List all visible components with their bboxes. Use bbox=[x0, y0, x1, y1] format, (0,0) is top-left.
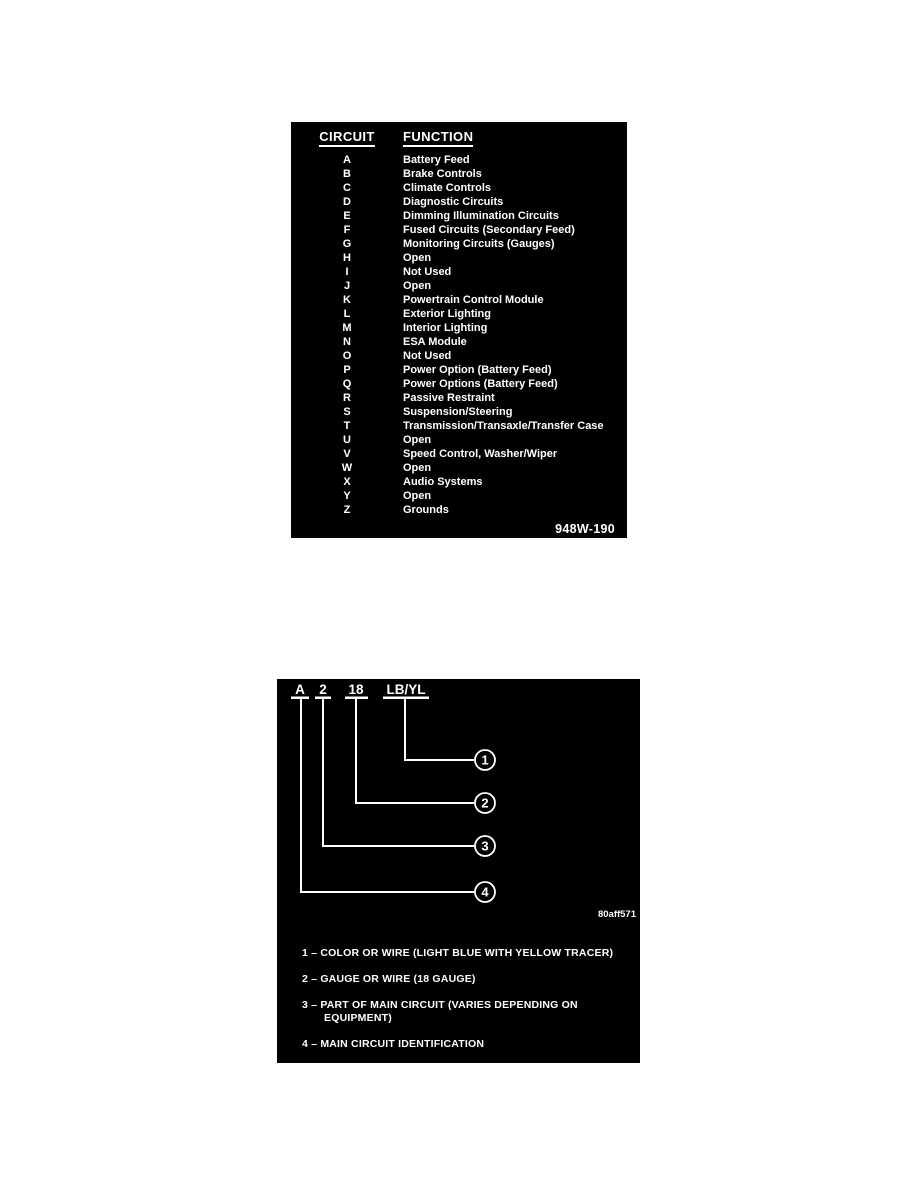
table-row bbox=[291, 265, 627, 279]
circuit-letter: M bbox=[342, 322, 352, 334]
table-row bbox=[291, 433, 627, 447]
underline-color bbox=[383, 697, 429, 700]
table-row bbox=[291, 391, 627, 405]
legend-item-3: 3 – PART OF MAIN CIRCUIT (VARIES DEPENDING ON EQUIPMENT) bbox=[302, 999, 578, 1024]
callout-number-2: 2 bbox=[481, 795, 489, 811]
circuit-function: Speed Control, Washer/Wiper bbox=[403, 448, 558, 460]
circuit-letter: J bbox=[343, 280, 351, 292]
circuit-function: Audio Systems bbox=[403, 476, 483, 488]
circuit-function: Transmission/Transaxle/Transfer Case bbox=[403, 420, 604, 432]
table-row bbox=[291, 293, 627, 307]
circuit-function: Monitoring Circuits (Gauges) bbox=[403, 238, 555, 250]
wire-code-legend bbox=[302, 947, 634, 1064]
legend-item-1: 1 – COLOR OR WIRE (LIGHT BLUE WITH YELLOW TRACER) bbox=[302, 947, 614, 959]
table-row bbox=[291, 153, 627, 167]
circuit-letter: Q bbox=[342, 378, 352, 390]
wire-code-part-label: 2 bbox=[319, 682, 327, 697]
circuit-function: Powertrain Control Module bbox=[403, 294, 544, 306]
callout-number-3: 3 bbox=[481, 838, 489, 854]
header-cell-circuit bbox=[291, 128, 403, 147]
circuit-column-header: CIRCUIT bbox=[319, 129, 375, 147]
wire-code-gauge-label: 18 bbox=[348, 682, 364, 697]
circuit-letter: A bbox=[343, 154, 351, 166]
leader-line-color bbox=[405, 699, 474, 760]
table-row bbox=[291, 363, 627, 377]
circuit-letter: S bbox=[343, 406, 351, 418]
circuit-function: Dimming Illumination Circuits bbox=[403, 210, 559, 222]
circuit-letter: O bbox=[342, 350, 352, 362]
figure-code: 80aff571 bbox=[597, 909, 636, 920]
table-row bbox=[291, 181, 627, 195]
table-row bbox=[291, 377, 627, 391]
table-row bbox=[291, 405, 627, 419]
underline-part bbox=[315, 697, 331, 700]
circuit-function: Power Options (Battery Feed) bbox=[403, 378, 558, 390]
circuit-letter: U bbox=[343, 434, 351, 446]
wire-code-diagram-panel bbox=[277, 679, 640, 1063]
circuit-function: Grounds bbox=[403, 504, 449, 516]
circuit-letter: G bbox=[342, 238, 352, 250]
table-row bbox=[291, 335, 627, 349]
table-header bbox=[291, 128, 627, 147]
leader-line-main-circuit bbox=[301, 699, 474, 892]
table-row bbox=[291, 167, 627, 181]
table-row bbox=[291, 223, 627, 237]
circuit-function-table-panel bbox=[291, 122, 627, 538]
circuit-function: Brake Controls bbox=[403, 168, 482, 180]
function-column-header: FUNCTION bbox=[403, 129, 473, 147]
legend-item-2: 2 – GAUGE OR WIRE (18 GAUGE) bbox=[302, 973, 476, 985]
underline-gauge bbox=[345, 697, 368, 700]
circuit-function: Power Option (Battery Feed) bbox=[403, 364, 552, 376]
table-row bbox=[291, 321, 627, 335]
circuit-function: Fused Circuits (Secondary Feed) bbox=[403, 224, 575, 236]
circuit-function: Open bbox=[403, 490, 432, 502]
circuit-function: Not Used bbox=[403, 266, 452, 278]
callout-number-1: 1 bbox=[481, 752, 489, 768]
figure-code: 948W-190 bbox=[555, 522, 615, 536]
circuit-letter: B bbox=[343, 168, 351, 180]
table-row bbox=[291, 447, 627, 461]
circuit-function: Open bbox=[403, 434, 432, 446]
table-row bbox=[291, 279, 627, 293]
circuit-function: Diagnostic Circuits bbox=[403, 196, 504, 208]
circuit-function: Climate Controls bbox=[403, 182, 492, 194]
table-row bbox=[291, 419, 627, 433]
circuit-letter: V bbox=[343, 448, 351, 460]
circuit-letter: X bbox=[343, 476, 351, 488]
circuit-letter: P bbox=[343, 364, 351, 376]
circuit-function: Battery Feed bbox=[403, 154, 470, 166]
table-row bbox=[291, 251, 627, 265]
circuit-letter: Z bbox=[343, 504, 351, 516]
circuit-function: Interior Lighting bbox=[403, 322, 488, 334]
legend-item-4: 4 – MAIN CIRCUIT IDENTIFICATION bbox=[302, 1038, 485, 1050]
circuit-letter: T bbox=[343, 420, 351, 432]
table-row bbox=[291, 503, 627, 517]
callout-number-4: 4 bbox=[481, 884, 489, 900]
circuit-function: Exterior Lighting bbox=[403, 308, 491, 320]
circuit-letter: F bbox=[343, 224, 351, 236]
table-row bbox=[291, 209, 627, 223]
circuit-letter: L bbox=[343, 308, 351, 320]
table-row bbox=[291, 489, 627, 503]
table-row bbox=[291, 349, 627, 363]
wire-code-diagram bbox=[277, 679, 640, 929]
circuit-letter: I bbox=[345, 266, 349, 278]
circuit-letter: H bbox=[343, 252, 351, 264]
circuit-function: Not Used bbox=[403, 350, 452, 362]
circuit-letter: W bbox=[341, 462, 353, 474]
circuit-function: ESA Module bbox=[403, 336, 467, 348]
underline-main-circuit bbox=[291, 697, 309, 700]
table-row bbox=[291, 475, 627, 489]
wire-code-color-label: LB/YL bbox=[386, 682, 426, 697]
circuit-letter: C bbox=[343, 182, 351, 194]
circuit-letter: Y bbox=[343, 490, 351, 502]
table-row bbox=[291, 195, 627, 209]
circuit-function: Suspension/Steering bbox=[403, 406, 513, 418]
table-row bbox=[291, 237, 627, 251]
circuit-letter: K bbox=[343, 294, 351, 306]
circuit-function: Passive Restraint bbox=[403, 392, 495, 404]
circuit-letter: N bbox=[343, 336, 351, 348]
wire-code-main-circuit-label: A bbox=[295, 682, 305, 697]
table-row bbox=[291, 461, 627, 475]
circuit-letter: D bbox=[343, 196, 351, 208]
circuit-function: Open bbox=[403, 462, 432, 474]
circuit-function: Open bbox=[403, 252, 432, 264]
header-cell-function bbox=[403, 128, 627, 147]
table-row bbox=[291, 307, 627, 321]
leader-line-gauge bbox=[356, 699, 474, 803]
leader-line-part bbox=[323, 699, 474, 846]
circuit-letter: E bbox=[343, 210, 351, 222]
circuit-function: Open bbox=[403, 280, 432, 292]
circuit-letter: R bbox=[343, 392, 351, 404]
